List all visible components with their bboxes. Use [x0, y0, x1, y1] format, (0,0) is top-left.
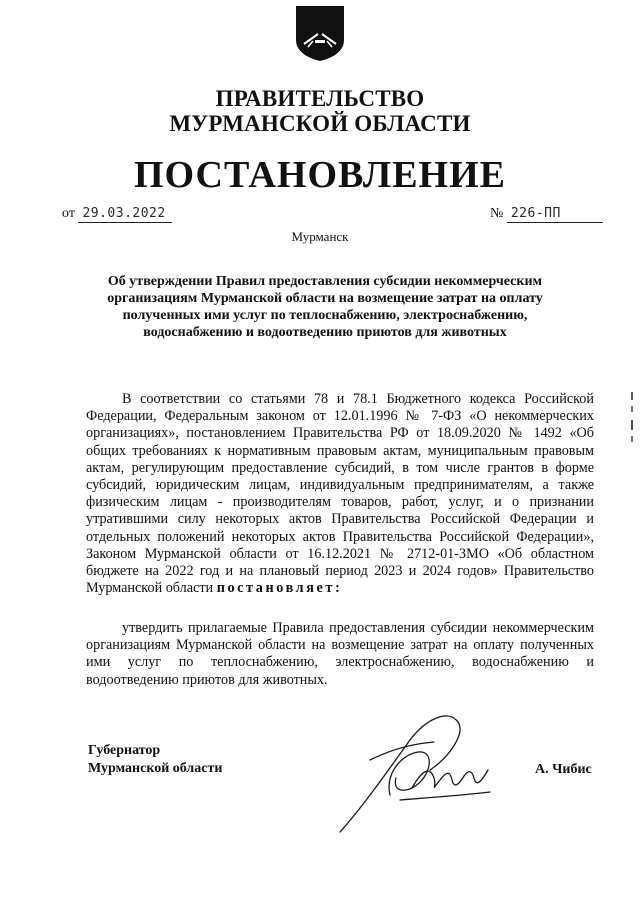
date-prefix: от [62, 206, 75, 221]
date-field [78, 206, 172, 223]
document-type-title: ПОСТАНОВЛЕНИЕ [133, 154, 507, 196]
signatory-name: А. Чибис [535, 762, 592, 777]
city-name: Мурманск [291, 229, 349, 244]
government-title: ПРАВИТЕЛЬСТВО [215, 86, 425, 111]
document-subject: Об утверждении Правил предоставления субсидии некоммерческим организациям Мурманской области на возмещение затрат на оплату полученных ими услуг по теплоснабжению, электроснабжению, водоснабжению и водоотведению приютов для животных [107, 274, 543, 340]
number-field [507, 206, 603, 223]
region-title: МУРМАНСКОЙ ОБЛАСТИ [169, 111, 471, 136]
number-prefix: № [490, 206, 504, 221]
resolution-paragraph: утвердить прилагаемые Правила предоставления субсидии некоммерческим организациям Мурманской области на возмещение затрат на оплату полученных ими услуг по теплоснабжению, электроснабжению, водоснабжению и водоотведению приютов для животных. [86, 620, 594, 688]
number-value: 226-ПП [510, 206, 561, 221]
preamble-text: В соответствии со статьями 78 и 78.1 Бюджетного кодекса Российской Федерации, Федеральным законом от 12.01.1996 № 7-ФЗ «О некоммерческих организациях», постановлением Правительства РФ от 18.09.2020 № 1492 «Об общих требованиях к нормативным правовым актам, муниципальным правовым актам, регулирующим предоставление субсидий, в том числе грантов в форме субсидий, юридическим лицам, индивидуальным предпринимателям, а также физическим лицам - производителям товаров, работ, услуг, и о признании утратившими силу некоторых актов Правительства Российской Федерации и отдельных положений некоторых актов Правительства Российской Федерации», Законом Мурманской области от 16.12.2021 № 2712-01-ЗМО «Об областном бюджете на 2022 год и на плановый период 2023 и 2024 годов» Правительство Мурманской области [86, 391, 594, 597]
preamble-paragraph [86, 391, 594, 597]
date-value: 29.03.2022 [82, 206, 166, 221]
signatory-position-line1: Губернатор [88, 743, 161, 758]
page-edge-mark [630, 392, 636, 448]
signatory-position [88, 742, 222, 778]
coat-of-arms-icon [294, 4, 346, 62]
date-line [62, 206, 172, 223]
resolve-word: постановляет: [216, 580, 343, 597]
handwritten-signature [330, 700, 500, 840]
signatory-position-line2: Мурманской области [88, 761, 223, 776]
number-line [490, 206, 603, 223]
